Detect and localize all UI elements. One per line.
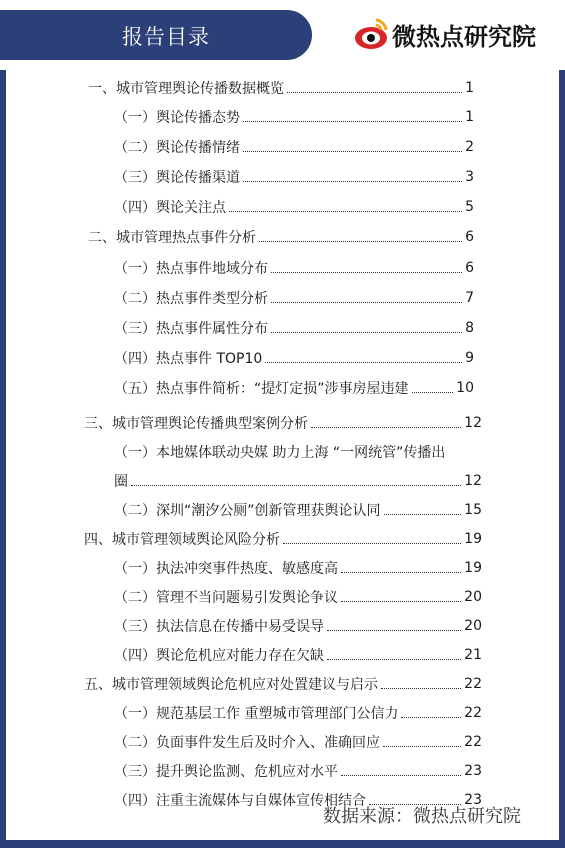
toc-entry-label: （四）热点事件 TOP10 (114, 351, 263, 367)
leader-dots (384, 514, 462, 515)
toc-entry[interactable] (84, 527, 482, 551)
toc-entry[interactable] (114, 165, 474, 189)
toc-entry-page: 21 (464, 647, 482, 663)
leader-dots (287, 92, 462, 93)
toc-entry[interactable] (114, 759, 482, 783)
toc-entry-page: 7 (465, 290, 474, 306)
toc-entry-page: 2 (465, 139, 474, 155)
toc-entry-page: 1 (465, 80, 474, 96)
leader-dots (283, 543, 461, 544)
toc-panel (6, 60, 559, 840)
toc-entry[interactable] (114, 469, 482, 493)
toc-entry[interactable] (84, 672, 482, 696)
weibo-eye-icon (352, 16, 390, 52)
leader-dots (243, 181, 462, 182)
toc-entry-page: 23 (464, 792, 482, 808)
leader-dots (229, 211, 462, 212)
toc-entry[interactable] (114, 105, 474, 129)
toc-entry-page: 1 (465, 109, 474, 125)
toc-entry-page: 9 (465, 350, 474, 366)
toc-entry[interactable] (88, 225, 474, 249)
toc-entry-label: （四）舆论关注点 (114, 200, 226, 216)
toc-entry-label: （三）提升舆论监测、危机应对水平 (114, 764, 338, 780)
leader-dots (131, 485, 461, 486)
leader-dots (381, 688, 461, 689)
report-title: 报告目录 (122, 25, 210, 49)
toc-entry-page: 22 (464, 734, 482, 750)
leader-dots (265, 362, 462, 363)
toc-entry[interactable] (114, 498, 482, 522)
toc-entry[interactable] (114, 346, 474, 370)
toc-entry-label: （三）执法信息在传播中易受误导 (114, 619, 324, 635)
toc-entry-page: 19 (464, 560, 482, 576)
toc-entry-label: （三）舆论传播渠道 (114, 170, 240, 186)
toc-entry[interactable] (114, 585, 482, 609)
leader-dots (311, 427, 461, 428)
toc-entry-page: 22 (464, 705, 482, 721)
toc-entry-page: 12 (464, 415, 482, 431)
toc-entry-label: （五）热点事件简析：“提灯定损”涉事房屋违建 (114, 381, 409, 397)
brand-name: 微热点研究院 (392, 22, 536, 51)
toc-entry-label: （二）舆论传播情绪 (114, 140, 240, 156)
toc-entry-label: （二）热点事件类型分析 (114, 291, 268, 307)
leader-dots (271, 332, 462, 333)
toc-entry[interactable] (114, 701, 482, 725)
toc-entry[interactable] (88, 76, 474, 100)
toc-entry[interactable] (114, 376, 474, 400)
toc-entry[interactable] (84, 411, 482, 435)
toc-entry[interactable] (114, 556, 482, 580)
toc-entry-label: （一）热点事件地域分布 (114, 261, 268, 277)
toc-entry-page: 22 (464, 676, 482, 692)
toc-entry-label: 二、城市管理热点事件分析 (88, 230, 256, 246)
toc-entry-page: 8 (465, 320, 474, 336)
title-tab (0, 10, 312, 60)
toc-entry-label: 圈 (114, 474, 128, 490)
leader-dots (259, 241, 462, 242)
toc-entry-page: 20 (464, 589, 482, 605)
toc-entry-label: （四）舆论危机应对能力存在欠缺 (114, 648, 324, 664)
toc-entry-page: 6 (465, 229, 474, 245)
toc-entry[interactable] (114, 286, 474, 310)
toc-entry-page: 5 (465, 199, 474, 215)
toc-entry-label: （二）管理不当问题易引发舆论争议 (114, 590, 338, 606)
toc-entry-page: 19 (464, 531, 482, 547)
data-source-note: 数据来源：微热点研究院 (323, 806, 521, 827)
leader-dots (271, 302, 462, 303)
toc-entry[interactable] (114, 135, 474, 159)
toc-entry-label: 三、城市管理舆论传播典型案例分析 (84, 416, 308, 432)
leader-dots (401, 717, 461, 718)
toc-entry[interactable] (114, 316, 474, 340)
leader-dots (327, 659, 461, 660)
toc-entry-page: 10 (456, 380, 474, 396)
toc-entry-label: 五、城市管理领域舆论危机应对处置建议与启示 (84, 677, 378, 693)
toc-entry[interactable] (114, 730, 482, 754)
toc-entry[interactable] (114, 195, 474, 219)
toc-entry-page: 23 (464, 763, 482, 779)
toc-entry-label: （一）本地媒体联动央媒 助力上海 “一网统管”传播出 (114, 445, 446, 461)
toc-entry-page: 12 (464, 473, 482, 489)
toc-entry-page: 6 (465, 260, 474, 276)
leader-dots (341, 572, 461, 573)
toc-entry-label: 四、城市管理领域舆论风险分析 (84, 532, 280, 548)
toc-entry[interactable] (114, 256, 474, 280)
brand (352, 14, 536, 54)
toc-entry-page: 15 (464, 502, 482, 518)
toc-entry-label: （四）注重主流媒体与自媒体宣传相结合 (114, 793, 366, 809)
leader-dots (243, 121, 462, 122)
toc-entry-label: （一）执法冲突事件热度、敏感度高 (114, 561, 338, 577)
toc-entry-label: （二）深圳“潮汐公厕”创新管理获舆论认同 (114, 503, 381, 519)
toc-entry[interactable] (114, 643, 482, 667)
toc-entry-label: 一、城市管理舆论传播数据概览 (88, 81, 284, 97)
leader-dots (412, 392, 454, 393)
toc-entry[interactable] (114, 614, 482, 638)
leader-dots (383, 746, 461, 747)
leader-dots (271, 272, 462, 273)
toc-entry-page: 20 (464, 618, 482, 634)
leader-dots (341, 601, 461, 602)
toc-entry-label: （一）舆论传播态势 (114, 110, 240, 126)
toc-entry-label: （三）热点事件属性分布 (114, 321, 268, 337)
leader-dots (243, 151, 462, 152)
toc-entry-label: （二）负面事件发生后及时介入、准确回应 (114, 735, 380, 751)
toc-entry-first-line[interactable] (114, 440, 445, 464)
leader-dots (341, 775, 461, 776)
toc-entry-page: 3 (465, 169, 474, 185)
toc-entry-label: （一）规范基层工作 重塑城市管理部门公信力 (114, 706, 399, 722)
leader-dots (327, 630, 461, 631)
